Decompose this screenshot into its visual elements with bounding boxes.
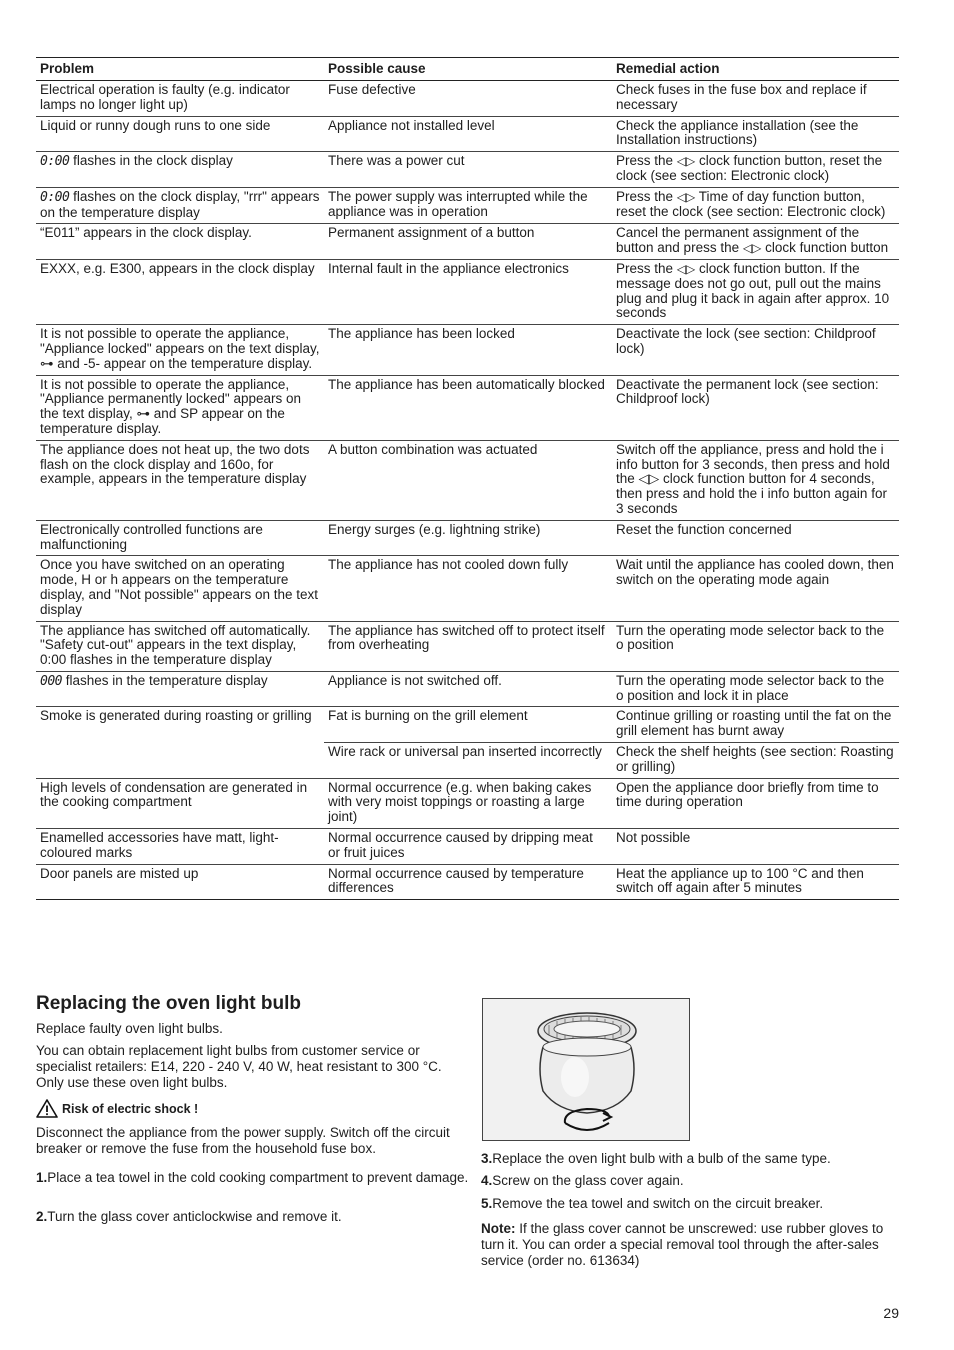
cell-problem-text: flashes on the clock display, "rrr" appears on the temperature display [40,188,320,220]
cell-problem: “E011” appears in the clock display. [40,225,252,241]
cell-action: Continue grilling or roasting until the fat on the grill element has burnt away [612,707,899,743]
table-row [36,864,899,900]
cell-cause: Normal occurrence (e.g. when baking cakes with very moist toppings or roasting a large joint) [328,779,592,825]
cell-action: Open the appliance door briefly from time to time during operation [616,779,879,810]
note-label: Note: [481,1221,516,1236]
cell-cause: The appliance has been locked [328,326,515,342]
step-number: 5. [481,1196,493,1211]
header-action: Remedial action [616,61,720,76]
cell-action [612,152,899,188]
cell-cause: The power supply was interrupted while the appliance was in operation [328,188,588,219]
clock-display-symbol: 0:00 [40,189,70,205]
step-item [481,1173,901,1189]
temperature-display-symbol: 000 [40,673,62,689]
page-number: 29 [883,1305,899,1321]
header-cause: Possible cause [328,61,426,76]
step-item [36,1170,470,1186]
cell-problem: EXXX, e.g. E300, appears in the clock display [40,260,315,276]
cell-problem-text: flashes in the clock display [69,153,233,169]
step-text: Replace the oven light bulb with a bulb of the same type. [492,1151,831,1166]
cell-action: Wait until the appliance has cooled down, then switch on the operating mode again [616,557,894,588]
cell-action: Check the appliance installation (see the Installation instructions) [616,117,859,148]
table-row [36,187,899,224]
cell-cause: A button combination was actuated [328,441,538,457]
cell-action [612,187,899,224]
cell-problem-text: flashes in the temperature display [61,672,268,688]
cell-action [612,224,899,260]
cell-cause: Wire rack or universal pan inserted incorrectly [328,744,602,760]
table-row [36,778,899,828]
table-row [36,707,899,743]
step-text: Screw on the glass cover again. [492,1173,684,1188]
cell-problem: The appliance does not heat up, the two dots flash on the clock display and 160o, for example, appears in the temperature display [40,441,310,487]
cell-cause: The appliance has switched off to protect itself from overheating [328,622,605,653]
cell-problem: Liquid or runny dough runs to one side [40,117,271,133]
cell-problem: Electronically controlled functions are malfunctioning [40,521,263,552]
warning-triangle-icon [36,1099,58,1118]
cell-action-pre: Press the [616,153,677,169]
cell-problem: Door panels are misted up [40,865,199,881]
table-row [36,116,899,152]
cell-problem: Enamelled accessories have matt, light-coloured marks [40,830,279,860]
warning-title: Risk of electric shock ! [62,1101,199,1116]
table-row [36,224,899,260]
cell-action-text: clock function button. If the message does not go out, pull out the mains plug and plug it back in again after approx. 10 seconds [616,260,890,321]
cell-action-pre: Press the [616,260,677,276]
cell-cause: Fat is burning on the grill element [324,707,612,743]
cell-cause: Permanent assignment of a button [328,225,535,241]
cell-action-pre: Press the [616,188,677,204]
warning-text: Disconnect the appliance from the power supply. Switch off the circuit breaker or remove the fuse from the household fuse box. [36,1125,450,1156]
table-row [36,440,899,520]
step-number: 4. [481,1173,493,1188]
cell-problem: High levels of condensation are generated in the cooking compartment [40,779,308,810]
cell-action: Not possible [616,830,691,846]
cell-cause: Fuse defective [328,82,416,97]
cell-cause: Energy surges (e.g. lightning strike) [328,521,541,537]
glass-cover-icon [483,999,689,1140]
step-number: 3. [481,1151,493,1166]
clock-function-icon: ◁▷ [676,261,696,276]
cell-action: Turn the operating mode selector back to the o position [616,622,885,653]
table-row [36,375,899,440]
step-item [36,1209,456,1225]
step-text: Place a tea towel in the cold cooking compartment to prevent damage. [47,1170,469,1185]
cell-cause: Internal fault in the appliance electronics [328,260,569,276]
cell-action: Check the shelf heights (see section: Roasting or grilling) [616,744,894,774]
table-row [36,621,899,671]
troubleshooting-table [36,57,899,900]
step-number: 1. [36,1170,48,1185]
section-intro: Replace faulty oven light bulbs. [36,1021,223,1036]
cell-action-text: Time of day function button, reset the clock (see section: Electronic clock) [616,188,886,219]
table-row [36,520,899,556]
table-row [36,259,899,324]
cell-action [612,259,899,324]
table-row [36,556,899,621]
cell-action: Switch off the appliance, press and hold the i info button for 3 seconds, then press and hold the ◁▷ clock function button for 4 seconds, then press and hold the i info button again for 3 seconds [616,441,890,516]
cell-problem [36,187,324,224]
table-header-row [36,58,899,81]
cell-problem: Once you have switched on an operating mode, H or h appears on the temperature display, and "Not possible" appears on the text display [40,557,319,617]
table-row [36,81,899,117]
cell-cause: The appliance has been automatically blocked [328,376,605,392]
table-row [36,325,899,375]
section-title: Replacing the oven light bulb [36,993,301,1014]
cell-cause: The appliance has not cooled down fully [328,557,569,573]
cell-problem: It is not possible to operate the appliance, "Appliance permanently locked" appears on the text display, ⊶ and SP appear on the temperature display. [40,376,301,436]
cell-problem: Electrical operation is faulty (e.g. indicator lamps no longer light up) [40,82,290,112]
clock-function-icon: ◁▷ [676,154,696,169]
table-row [36,671,899,707]
cell-action: Reset the function concerned [616,521,792,537]
cell-action-pre: Cancel the permanent assignment of the button and press the [616,225,860,256]
table-row [36,152,899,188]
cell-cause: Appliance not installed level [328,117,495,133]
clock-function-icon: ◁▷ [742,241,762,256]
note [481,1221,899,1269]
cell-action: Deactivate the permanent lock (see section: Childproof lock) [616,376,879,407]
cell-cause: Appliance is not switched off. [328,672,502,688]
step-item [481,1151,901,1167]
clock-display-symbol: 0:00 [40,154,70,170]
table-row [36,829,899,865]
cell-action: Deactivate the lock (see section: Childproof lock) [616,326,876,356]
bulb-cover-illustration [482,998,690,1141]
cell-action-text: clock function button [761,240,889,256]
cell-action: Heat the appliance up to 100 °C and then switch off again after 5 minutes [616,865,864,896]
cell-action: Check fuses in the fuse box and replace if necessary [616,82,867,112]
note-text: If the glass cover cannot be unscrewed: use rubber gloves to turn it. You can order a special removal tool through the after-sales service (order no. 613634) [481,1221,884,1268]
step-text: Turn the glass cover anticlockwise and remove it. [47,1209,342,1224]
cell-action: Turn the operating mode selector back to the o position and lock it in place [616,672,885,703]
step-item [481,1196,901,1212]
cell-problem [36,152,324,188]
step-number: 2. [36,1209,48,1224]
cell-problem: It is not possible to operate the appliance, "Appliance locked" appears on the text display, ⊶ and -5- appear on the temperature display. [40,326,320,371]
clock-function-icon: ◁▷ [676,189,696,204]
cell-problem: The appliance has switched off automatically. "Safety cut-out" appears in the text display, 0:00 flashes in the temperature display [40,622,311,668]
section-info: You can obtain replacement light bulbs from customer service or specialist retailers: E14, 220 - 240 V, 40 W, heat resistant to 300 °C. Only use these oven light bulbs. [36,1043,442,1090]
header-problem: Problem [40,61,95,76]
cell-action-text: clock function button, reset the clock (see section: Electronic clock) [616,153,883,183]
step-text: Remove the tea towel and switch on the circuit breaker. [492,1196,824,1211]
cell-problem: Smoke is generated during roasting or grilling [36,707,324,778]
cell-cause: There was a power cut [328,153,465,169]
cell-cause: Normal occurrence caused by temperature differences [328,865,584,896]
cell-problem [36,671,324,707]
cell-cause: Normal occurrence caused by dripping meat or fruit juices [328,830,593,860]
warning-heading [36,1099,198,1118]
